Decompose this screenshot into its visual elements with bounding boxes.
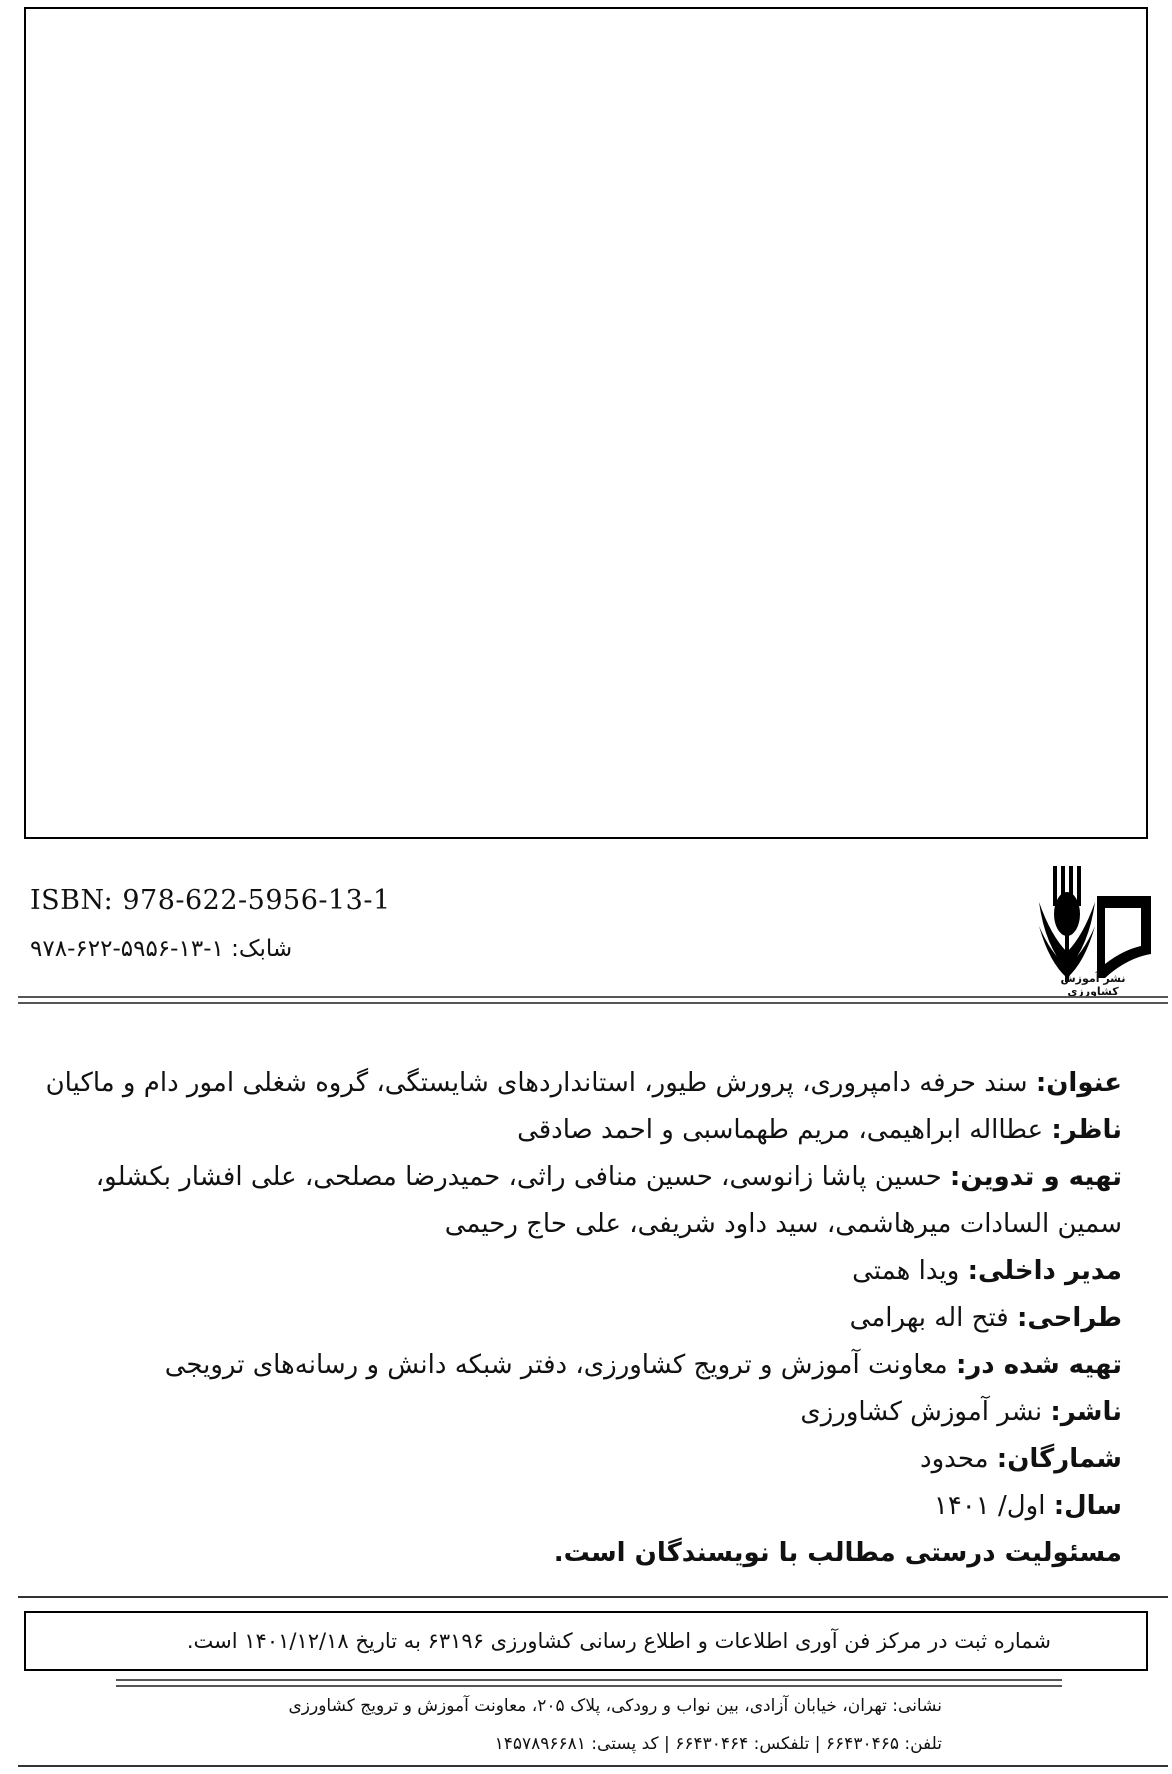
credits-divider <box>18 1596 1168 1598</box>
bottom-rule <box>18 1765 1168 1767</box>
registration-text: شماره ثبت در مرکز فن آوری اطلاعات و اطلاع رسانی کشاورزی ۶۳۱۹۶ به تاریخ ۱۴۰۱/۱۲/۱۸ است. <box>186 1629 1051 1653</box>
registration-box <box>24 1611 1148 1671</box>
credit-publisher: ناشر: نشر آموزش کشاورزی <box>800 1397 1122 1427</box>
footer-divider <box>116 1679 1062 1687</box>
credit-compilers: تهیه و تدوین: حسین پاشا زانوسی، حسین منافی راثی، حمیدرضا مصلحی، علی افشار بکشلو، <box>95 1162 1122 1192</box>
responsibility-note: مسئولیت درستی مطالب با نویسندگان است. <box>553 1538 1122 1568</box>
isbn-persian: شابک: ۱-۱۳-۵۹۵۶-۶۲۲-۹۷۸ <box>30 936 293 962</box>
credit-compilers-continued: سمین السادات میرهاشمی، سید داود شریفی، علی حاج رحیمی <box>444 1209 1122 1239</box>
address-line: نشانی: تهران، خیابان آزادی، بین نواب و رودکی، پلاک ۲۰۵، معاونت آموزش و ترویج کشاورزی <box>288 1696 942 1716</box>
credit-design: طراحی: فتح اله بهرامی <box>849 1303 1122 1333</box>
header-divider <box>18 996 1168 1004</box>
contact-line: تلفن: ۶۶۴۳۰۴۶۵ | تلفکس: ۶۶۴۳۰۴۶۴ | کد پستی: ۱۴۵۷۸۹۶۶۸۱ <box>494 1734 942 1754</box>
credit-internal-manager: مدیر داخلی: ویدا همتی <box>852 1256 1122 1286</box>
cataloging-box <box>24 7 1148 839</box>
credits-block <box>42 1060 1122 1577</box>
credit-prepared-at: تهیه شده در: معاونت آموزش و ترویج کشاورزی، دفتر شبکه دانش و رسانه‌های ترویجی <box>164 1350 1122 1380</box>
publisher-logo-caption: نشر آموزش کشاورزی <box>1060 972 1126 998</box>
credit-year: سال: اول/ ۱۴۰۱ <box>933 1491 1122 1521</box>
isbn-latin: ISBN: 978-622-5956-13-1 <box>30 885 391 916</box>
credit-supervisor: ناظر: عطااله ابراهیمی، مریم طهماسبی و احمد صادقی <box>517 1115 1122 1145</box>
address-block <box>288 1687 942 1763</box>
credit-circulation: شمارگان: محدود <box>920 1444 1122 1474</box>
credit-title: عنوان: سند حرفه دامپروری، پرورش طیور، استانداردهای شایستگی، گروه شغلی امور دام و ماکیان <box>45 1068 1122 1098</box>
